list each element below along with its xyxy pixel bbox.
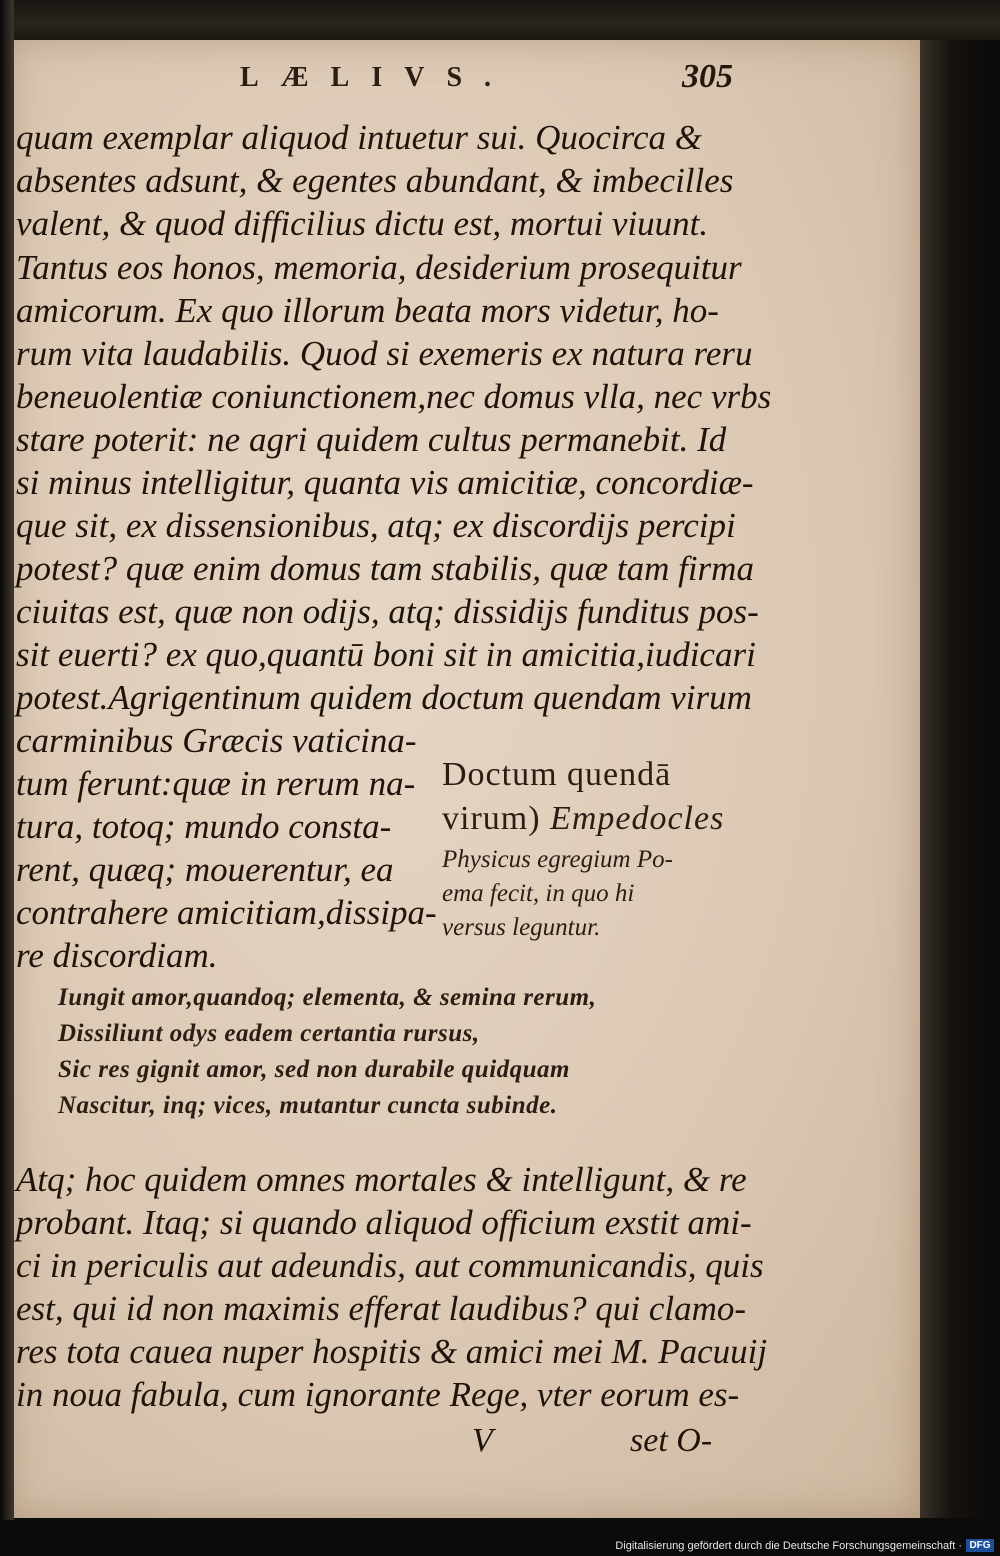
body-line: in noua fabula, cum ignorante Rege, vter eorum es-: [16, 1375, 740, 1414]
side-note-heading-line2: [442, 800, 742, 838]
side-note-heading: Doctum quendā: [442, 756, 672, 793]
body-line: ciuitas est, quæ non odijs, atq; dissidijs funditus pos-: [16, 592, 759, 631]
body-line: probant. Itaq; si quando aliquod officium exstit ami-: [16, 1203, 752, 1242]
narrow-column-line: rent, quæq; mouerentur, ea: [16, 850, 394, 889]
body-line: valent, & quod difficilius dictu est, mortui viuunt.: [16, 204, 709, 243]
body-line: Tantus eos honos, memoria, desiderium prosequitur: [16, 248, 742, 287]
side-note-italic: Empedocles: [540, 800, 725, 837]
verse-line: Sic res gignit amor, sed non durabile quidquam: [58, 1056, 570, 1083]
side-note-line: Physicus egregium Po-: [442, 846, 673, 873]
body-line: amicorum. Ex quo illorum beata mors videtur, ho-: [16, 291, 719, 330]
body-line: beneuolentiæ coniunctionem,nec domus vlla, nec vrbs: [16, 377, 772, 416]
page-gutter-shadow: [920, 40, 1000, 1518]
digitization-credit: Digitalisierung gefördert durch die Deutsche Forschungsgemeinschaft ·: [615, 1540, 962, 1552]
body-line: que sit, ex dissensionibus, atq; ex discordijs percipi: [16, 506, 736, 545]
verse-line: Iungit amor,quandoq; elementa, & semina rerum,: [58, 984, 597, 1011]
body-line: res tota cauea nuper hospitis & amici mei M. Pacuuij: [16, 1332, 768, 1371]
body-line: ci in periculis aut adeundis, aut communicandis, quis: [16, 1246, 764, 1285]
body-line: potest.Agrigentinum quidem doctum quendam virum: [16, 678, 752, 717]
body-line: sit euerti? ex quo,quantū boni sit in amicitia,iudicari: [16, 635, 756, 674]
narrow-column-line: contrahere amicitiam,dissipa-: [16, 893, 437, 932]
scan-top-edge: [0, 0, 1000, 40]
body-line: si minus intelligitur, quanta vis amicitiæ, concordiæ-: [16, 463, 754, 502]
signature-mark: V: [472, 1422, 493, 1459]
body-line: potest? quæ enim domus tam stabilis, quæ tam firma: [16, 549, 754, 588]
page-number: 305: [682, 58, 733, 95]
body-line: absentes adsunt, & egentes abundant, & imbecilles: [16, 161, 734, 200]
narrow-column-line: re discordiam.: [16, 936, 218, 975]
body-line: quam exemplar aliquod intuetur sui. Quocirca &: [16, 118, 702, 157]
catchword: set O-: [630, 1422, 713, 1459]
scan-left-edge: [0, 0, 14, 1520]
body-line: stare poterit: ne agri quidem cultus permanebit. Id: [16, 420, 727, 459]
body-line: est, qui id non maximis efferat laudibus? qui clamo-: [16, 1289, 747, 1328]
narrow-column-line: tum ferunt:quæ in rerum na-: [16, 764, 416, 803]
dfg-logo: DFG: [966, 1539, 994, 1552]
side-note-line: versus leguntur.: [442, 914, 601, 941]
side-note-line: ema fecit, in quo hi: [442, 880, 635, 907]
narrow-column-line: carminibus Græcis vaticina-: [16, 721, 417, 760]
verse-line: Nascitur, inq; vices, mutantur cuncta subinde.: [58, 1092, 558, 1119]
running-head: LÆLIVS.: [240, 62, 514, 93]
body-line: rum vita laudabilis. Quod si exemeris ex natura reru: [16, 334, 753, 373]
side-note-roman: virum): [442, 800, 541, 837]
body-line: Atq; hoc quidem omnes mortales & intelligunt, & re: [16, 1160, 747, 1199]
verse-line: Dissiliunt odys eadem certantia rursus,: [58, 1020, 480, 1047]
narrow-column-line: tura, totoq; mundo consta-: [16, 807, 392, 846]
